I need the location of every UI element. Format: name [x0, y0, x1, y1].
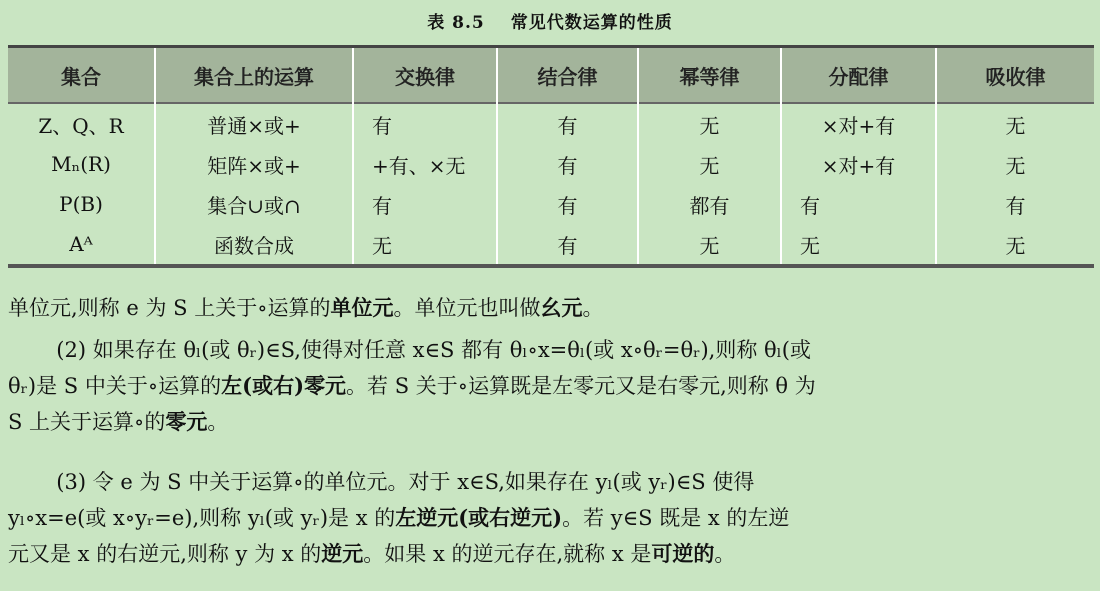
text-span: 。 — [207, 410, 229, 434]
cell-absorption: 无 — [936, 103, 1094, 144]
text-span: (3) 令 e 为 S 中关于运算∘的单位元。对于 x∈S,如果存在 yₗ(或 yᵣ)∈S 使得 — [56, 470, 755, 494]
cell-associative: 有 — [497, 144, 638, 184]
cell-absorption: 无 — [936, 224, 1094, 266]
cell-associative: 有 — [497, 184, 638, 224]
table-row — [8, 103, 1094, 144]
header-operation: 集合上的运算 — [155, 47, 353, 104]
cell-idempotent: 无 — [638, 144, 781, 184]
cell-operation: 普通×或+ — [155, 103, 353, 144]
cell-set: Aᴬ — [69, 232, 93, 256]
text-span: S 上关于运算∘的 — [8, 410, 166, 434]
header-absorption: 吸收律 — [936, 47, 1094, 104]
cell-distributive: ×对+有 — [781, 144, 936, 184]
text-span: 。若 y∈S 既是 x 的左逆 — [562, 506, 790, 530]
term-unit-element: 幺元 — [540, 295, 583, 320]
text-span: (2) 如果存在 θₗ(或 θᵣ)∈S,使得对任意 x∈S 都有 θₗ∘x=θₗ(或 x∘θᵣ=θᵣ),则称 θₗ(或 — [56, 338, 811, 362]
cell-commutative: 有 — [353, 184, 497, 224]
term-left-right-inverse: 左逆元(或右逆元) — [395, 505, 563, 530]
term-inverse: 逆元 — [321, 541, 364, 566]
table-row — [8, 184, 1094, 224]
cell-commutative: +有、×无 — [353, 144, 497, 184]
table-number: 表 8.5 — [427, 13, 485, 33]
cell-operation: 函数合成 — [155, 224, 353, 266]
properties-table — [8, 45, 1094, 268]
table-row — [8, 224, 1094, 266]
paragraph-zero-element — [8, 333, 1096, 440]
cell-set: P(B) — [59, 192, 103, 216]
cell-set: Z、Q、R — [38, 113, 124, 138]
text-span: 。如果 x 的逆元存在,就称 x 是 — [363, 542, 652, 566]
text-span: 单位元,则称 e 为 S 上关于∘运算的 — [8, 296, 331, 320]
header-distributive: 分配律 — [781, 47, 936, 104]
header-commutative: 交换律 — [353, 47, 497, 104]
cell-commutative: 无 — [353, 224, 497, 266]
cell-idempotent: 无 — [638, 103, 781, 144]
cell-distributive: 无 — [781, 224, 936, 266]
header-associative: 结合律 — [497, 47, 638, 104]
text-span: yₗ∘x=e(或 x∘yᵣ=e),则称 yₗ(或 yᵣ)是 x 的 — [8, 506, 396, 530]
header-set: 集合 — [8, 47, 155, 104]
paragraph-inverse-element — [8, 465, 1096, 572]
term-zero-element: 零元 — [165, 409, 208, 434]
paragraph-identity — [8, 290, 1096, 326]
term-invertible: 可逆的 — [651, 541, 715, 566]
text-span: 。单位元也叫做 — [393, 296, 541, 320]
cell-absorption: 有 — [936, 184, 1094, 224]
cell-commutative: 有 — [353, 103, 497, 144]
cell-distributive: 有 — [781, 184, 936, 224]
table-row — [8, 144, 1094, 184]
cell-associative: 有 — [497, 103, 638, 144]
term-identity: 单位元 — [330, 295, 394, 320]
header-idempotent: 幂等律 — [638, 47, 781, 104]
cell-idempotent: 都有 — [638, 184, 781, 224]
cell-associative: 有 — [497, 224, 638, 266]
cell-absorption: 无 — [936, 144, 1094, 184]
cell-distributive: ×对+有 — [781, 103, 936, 144]
text-span: 元又是 x 的右逆元,则称 y 为 x 的 — [8, 542, 322, 566]
text-span: θᵣ)是 S 中关于∘运算的 — [8, 374, 222, 398]
table-title: 常见代数运算的性质 — [510, 13, 673, 33]
text-span: 。 — [714, 542, 736, 566]
cell-set: Mₙ(R) — [51, 152, 111, 176]
table-caption — [0, 8, 1100, 33]
table-header-row — [8, 47, 1094, 104]
term-left-right-zero: 左(或右)零元 — [221, 373, 347, 398]
text-span: 。若 S 关于∘运算既是左零元又是右零元,则称 θ 为 — [346, 374, 816, 398]
cell-operation: 矩阵×或+ — [155, 144, 353, 184]
cell-operation: 集合∪或∩ — [155, 184, 353, 224]
cell-idempotent: 无 — [638, 224, 781, 266]
text-span: 。 — [582, 296, 604, 320]
